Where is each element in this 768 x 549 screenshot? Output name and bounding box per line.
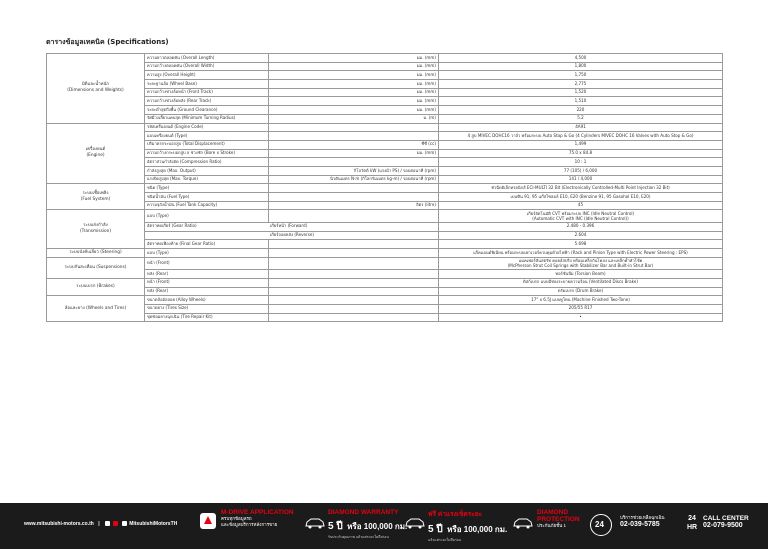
call-center-title: CALL CENTER <box>703 515 749 522</box>
value-cell: 10 : 1 <box>439 158 723 167</box>
category-cell: ล้อและยาง (Wheels and Tires) <box>47 296 145 322</box>
protection-block <box>537 509 580 529</box>
call-center-phone[interactable]: 02-079-9500 <box>703 522 743 529</box>
app-block <box>221 509 294 527</box>
item-cell: ความกว้างตลอดคัน (Overall Width) <box>145 62 269 71</box>
unit-cell <box>269 287 439 296</box>
m-drive-app-icon <box>200 513 216 529</box>
specifications-table <box>46 53 723 322</box>
sub-item-label: เกียร์หน้า (Forward) <box>270 223 308 229</box>
value-cell: 1,800 <box>439 62 723 71</box>
item-cell: ความกว้างช่วงล้อหน้า (Front Track) <box>145 88 269 97</box>
warranty-title: DIAMOND WARRANTY <box>328 509 399 516</box>
checkup-block <box>428 509 507 543</box>
warranty-block <box>328 509 407 540</box>
table-row <box>47 149 723 158</box>
unit-cell: มม. (mm) <box>269 97 439 106</box>
category-cell: ระบบเบรก (Brakes) <box>47 278 145 295</box>
app-sub-1: ครบทุกข้อมูลรถ <box>221 516 252 521</box>
item-cell: แรงบิดสูงสุด (Max. Torque) <box>145 175 269 184</box>
item-cell: ความจุถังน้ำมัน (Fuel Tank Capacity) <box>145 201 269 210</box>
value-cell: 2.480 - 0.396 <box>439 222 723 231</box>
item-cell: หลัง (Rear) <box>145 270 269 279</box>
value-cell: • <box>439 313 723 322</box>
category-cell: ระบบกันสะเทือน (Suspensions) <box>47 257 145 278</box>
value-cell: 205/55 R17 <box>439 304 723 313</box>
unit-cell <box>269 296 439 305</box>
unit-cell <box>269 210 439 223</box>
table-row <box>47 71 723 80</box>
item-cell: ความกว้างช่วงล้อหลัง (Rear Track) <box>145 97 269 106</box>
protection-title-1: DIAMOND <box>537 509 569 516</box>
table-row <box>47 313 723 322</box>
unit-cell: นิวตันเมตร N·m (กิโลกรัมเมตร kg-m) / รอบต่อนาที (rpm) <box>269 175 439 184</box>
call-center-block <box>703 515 749 529</box>
table-row <box>47 175 723 184</box>
item-cell: ขนาดยาง (Tires Size) <box>145 304 269 313</box>
checkup-note: แล้วแต่ระยะใดถึงก่อน <box>428 538 462 542</box>
value-cell: 17" x 6.5J แบบทูโทน (Machine Finished Two-Tone) <box>439 296 723 305</box>
table-row <box>47 80 723 89</box>
table-row <box>47 296 723 305</box>
item-cell: ความยาวตลอดคัน (Overall Length) <box>145 54 269 63</box>
table-row <box>47 201 723 210</box>
item-cell: แบบ (Type) <box>145 210 269 223</box>
value-cell: ทอร์ชั่นบีม (Torsion Beam) <box>439 270 723 279</box>
table-row <box>47 114 723 123</box>
category-cell: เครื่องยนต์ (Engine) <box>47 123 145 184</box>
warranty-years: 5 ปี <box>328 521 343 532</box>
item-label: อัตราทดเกียร์ (Gear Ratio) <box>147 223 197 229</box>
table-row <box>47 193 723 202</box>
value-cell: 77 (105) / 6,000 <box>439 166 723 175</box>
value-cell: 5.698 <box>439 240 723 249</box>
hr-24-icon: 24 HR <box>686 515 698 531</box>
phone-24-icon: 24 <box>590 514 612 536</box>
unit-cell <box>269 270 439 279</box>
unit-cell <box>269 313 439 322</box>
table-row <box>47 240 723 249</box>
item-cell: หลัง (Rear) <box>145 287 269 296</box>
value-cell: 1,510 <box>439 97 723 106</box>
table-row <box>47 270 723 279</box>
value-cell: 1,520 <box>439 88 723 97</box>
item-cell: ชุดซ่อมยางฉุกเฉิน (Tire Repair Kit) <box>145 313 269 322</box>
app-sub-2: และข้อมูลบริการหลังการขาย <box>221 521 278 527</box>
value-cell: 4A91 <box>439 123 723 132</box>
unit-cell <box>269 278 439 287</box>
table-row <box>47 210 723 223</box>
shield-car-icon <box>512 517 534 529</box>
unit-cell: มม. (mm) <box>269 71 439 80</box>
value-cell: 75.0 x 84.8 <box>439 149 723 158</box>
value-cell: แร็คแอนด์พิเนียน พร้อมระบบเพาเวอร์ควบคุมด้วยไฟฟ้า (Rack and Pinion Type with Electric Power Steering : EPS) <box>439 248 723 257</box>
item-cell <box>145 222 439 231</box>
table-row <box>47 257 723 270</box>
unit-cell <box>269 240 439 249</box>
value-cell: 141 / 4,000 <box>439 175 723 184</box>
item-cell: ขนาดล้ออัลลอย (Alloy Wheels) <box>145 296 269 305</box>
item-cell: รหัสเครื่องยนต์ (Engine Code) <box>145 123 269 132</box>
table-row <box>47 287 723 296</box>
value-cell: 45 <box>439 201 723 210</box>
footer-links: www.mitsubishi-motors.co.th | MitsubishiMotorsTH <box>24 521 178 527</box>
item-cell: ระยะต่ำสุดถึงพื้น (Ground Clearance) <box>145 106 269 115</box>
table-row <box>47 132 723 141</box>
checkup-km: หรือ 100,000 กม. <box>447 525 508 534</box>
table-row <box>47 184 723 193</box>
value-cell: 2.604 <box>439 231 723 240</box>
item-cell: แบบ (Type) <box>145 248 269 257</box>
value-cell: เบนซิน 91, 95 แก๊สโซฮอล์ E10, E20 (Benzine 91, 95 Gasohol E10, E20) <box>439 193 723 202</box>
item-cell: อัตราส่วนกำลังอัด (Compression Ratio) <box>145 158 269 167</box>
unit-cell: มม. (mm) <box>269 149 439 158</box>
table-row <box>47 140 723 149</box>
unit-cell <box>269 248 439 257</box>
unit-cell: มม. (mm) <box>269 54 439 63</box>
item-cell: หน้า (Front) <box>145 257 269 270</box>
item-cell <box>145 231 439 240</box>
unit-cell <box>269 193 439 202</box>
table-row <box>47 106 723 115</box>
table-row <box>47 304 723 313</box>
category-cell: ระบบเชื้อเพลิง (Fuel System) <box>47 184 145 210</box>
value-cell: หัวฉีดอิเล็กทรอนิกส์ ECI-MULTI 32 Bit (Electronically Controlled-Multi Point Injection 32 Bit) <box>439 184 723 193</box>
service-phone[interactable]: 02-039-5785 <box>620 520 660 528</box>
line-icon[interactable] <box>122 521 127 526</box>
value-cell: 1,750 <box>439 71 723 80</box>
table-row <box>47 158 723 167</box>
table-row <box>47 248 723 257</box>
table-row <box>47 88 723 97</box>
footer-bar <box>0 503 768 549</box>
unit-cell: มม. (mm) <box>269 88 439 97</box>
category-cell: มิติและน้ำหนัก (Dimensions and Weights) <box>47 54 145 124</box>
item-cell: ชนิด (Type) <box>145 184 269 193</box>
table-row <box>47 166 723 175</box>
value-cell: 4,500 <box>439 54 723 63</box>
item-cell: อัตราทดเฟืองท้าย (Final Gear Ratio) <box>145 240 269 249</box>
category-cell: ระบบบังคับเลี้ยว (Steering) <box>47 248 145 257</box>
table-row <box>47 278 723 287</box>
unit-cell: มม. (mm) <box>269 62 439 71</box>
table-row <box>47 222 723 231</box>
unit-cell <box>269 257 439 270</box>
page-title: ตารางข้อมูลเทคนิค (Specifications) <box>46 38 169 46</box>
facebook-icon[interactable] <box>105 521 110 526</box>
item-cell: ชนิดน้ำมัน (Fuel Type) <box>145 193 269 202</box>
item-cell: กำลังสูงสุด (Max. Output) <box>145 166 269 175</box>
instagram-icon[interactable] <box>113 521 118 526</box>
value-cell: ดิสก์เบรก แบบมีช่องระบายความร้อน (Ventilated Discs Brake) <box>439 278 723 287</box>
unit-cell: มม. (mm) <box>269 80 439 89</box>
website-link[interactable]: www.mitsubishi-motors.co.th <box>24 521 94 527</box>
unit-cell: ม. (m) <box>269 114 439 123</box>
unit-cell: มม. (mm) <box>269 106 439 115</box>
item-cell: หน้า (Front) <box>145 278 269 287</box>
unit-cell: ซีซี (cc) <box>269 140 439 149</box>
item-cell: แบบเครื่องยนต์ (Type) <box>145 132 269 141</box>
table-row <box>47 62 723 71</box>
value-cell: 4 สูบ MIVEC DOHC16 วาล์ว พร้อมระบบ Auto Stop & Go (4 Cylinders MIVEC DOHC 16 Valves with Auto Stop & Go) <box>439 132 723 141</box>
unit-cell <box>269 184 439 193</box>
value-cell: 1,499 <box>439 140 723 149</box>
sub-item-label: เกียร์ถอยหลัง (Reverse) <box>270 232 314 238</box>
category-cell: ระบบส่งกำลัง (Transmission) <box>47 210 145 249</box>
item-cell: ปริมาตรกระบอกสูบ (Total Displacement) <box>145 140 269 149</box>
table-row <box>47 97 723 106</box>
table-row <box>47 123 723 132</box>
unit-cell <box>269 123 439 132</box>
unit-cell <box>269 304 439 313</box>
checkup-title: ฟรี ค่าแรงเช็คระยะ <box>428 511 483 518</box>
unit-cell <box>269 158 439 167</box>
item-cell: ความกว้างกระบอกสูบ x ช่วงชัก (Bore x Stroke) <box>145 149 269 158</box>
service-title: บริการช่วยเหลือฉุกเฉิน <box>620 515 665 520</box>
item-cell: ความสูง (Overall Height) <box>145 71 269 80</box>
car-icon <box>304 517 326 529</box>
value-cell: เกียร์อัตโนมัติ CVT พร้อมระบบ INC (Idle Neutral Control) (Automatic CVT with INC (Idle Neutral Control)) <box>439 210 723 223</box>
checkup-years: 5 ปี <box>428 524 443 535</box>
wrench-car-icon <box>404 517 426 529</box>
protection-sub: ประกันภัยชั้น 1 <box>537 523 566 528</box>
value-cell: ดรัมเบรก (Drum Brake) <box>439 287 723 296</box>
unit-cell: ลิตร (litre) <box>269 201 439 210</box>
item-cell: รัศมีวงเลี้ยวแคบสุด (Minimum Turning Radius) <box>145 114 269 123</box>
warranty-note: รับประกันคุณภาพ แล้วแต่ระยะใดถึงก่อน <box>328 535 389 539</box>
app-title: M-DRIVE APPLICATION <box>221 509 294 516</box>
table-row <box>47 54 723 63</box>
social-handle: MitsubishiMotorsTH <box>129 521 178 527</box>
value-cell: 5.2 <box>439 114 723 123</box>
unit-cell: กิโลวัตต์ kW (แรงม้า PS) / รอบต่อนาที (rpm) <box>269 166 439 175</box>
table-row <box>47 231 723 240</box>
value-cell: 220 <box>439 106 723 115</box>
protection-title-2: PROTECTION <box>537 516 580 523</box>
value-cell: แมคเฟอร์สันสตรัท คอยล์สปริง พร้อมเหล็กกันโคลง และเหล็กค้ำหัวโช้ค (McPherson Strut Coil Springs with Stabilizer Bar and Built-in Strut Bar) <box>439 257 723 270</box>
unit-cell <box>269 132 439 141</box>
value-cell: 2,775 <box>439 80 723 89</box>
warranty-km: หรือ 100,000 กม. <box>347 522 408 531</box>
service-block <box>620 515 665 528</box>
item-cell: ระยะฐานล้อ (Wheel Base) <box>145 80 269 89</box>
